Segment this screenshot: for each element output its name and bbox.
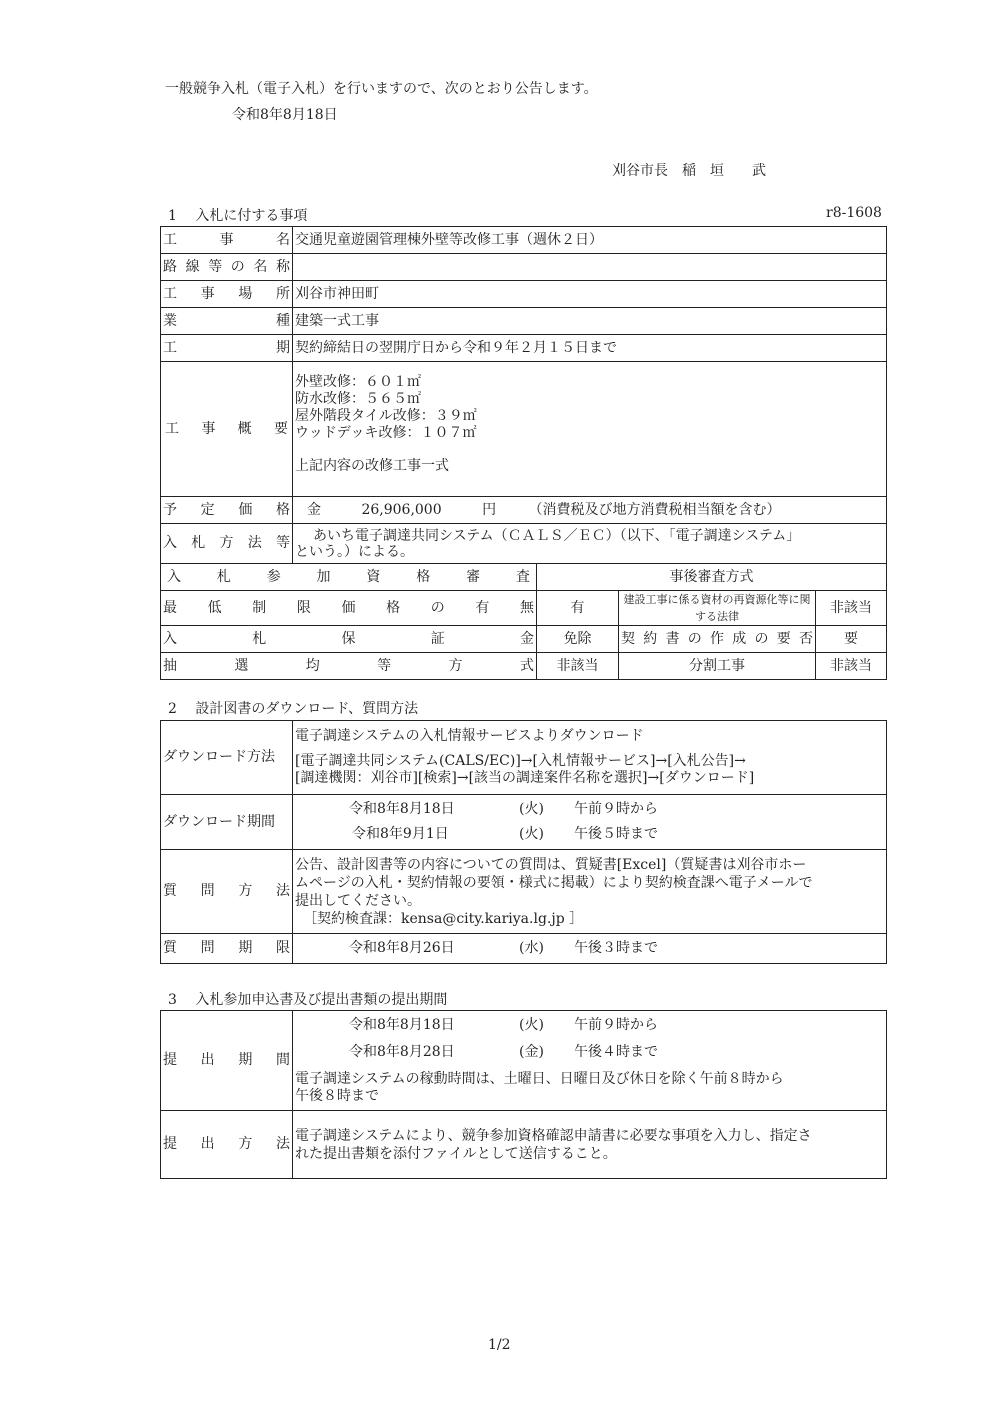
gaiyo-line: 防水改修：５６５㎡ [295,391,421,407]
label-koji-basho: 工 事 場 所 [161,281,293,308]
label-nyusatsu-houhou: 入 札 方 法 等 [161,524,293,564]
section2-table [160,720,887,964]
section3-heading: 3 入札参加申込書及び提出書類の提出期間 [168,992,448,1008]
value-teishutsu-kikan: 令和8年8月18日 (火) 午前９時から 令和8年8月28日 (金) 午後４時まで 電子調達システムの稼動時間は、土曜日、日曜日及び休日を除く午前８時から 午後８時まで [293,1011,887,1111]
label-shikaku-shinsa: 入 札 参 加 資 格 審 査 [161,564,537,591]
label-saitei-seigen: 最 低 制 限 価 格 の 有 無 [161,591,537,626]
gaiyo-line: 外壁改修：６０１㎡ [295,374,421,390]
gaiyo-footer: 上記内容の改修工事一式 [295,458,449,474]
value-q-method: 公告、設計図書等の内容についての質問は、質疑書[Excel]（質疑書は刈谷市ホー ムページの入札・契約情報の要領・様式に掲載）により契約検査課へ電子メールで 提出してください。 ［契約検査課：kensa@city.kariya.lg.jp ］ [293,850,887,934]
value-q-limit: 令和8年8月26日 (水) 午後３時まで [293,934,887,964]
value-rosen [293,254,887,281]
gaiyo-line: 屋外階段タイル改修：３９㎡ [295,408,477,424]
value-dl-method: 電子調達システムの入札情報サービスよりダウンロード [電子調達共同システム(CALS/EC)]→[入札情報サービス]→[入札公告]→ [調達機関：刈谷市][検索]→[該当の調達案件名称を選択]→[ダウンロード] [293,721,887,795]
value-bunkatsu: 非該当 [816,653,887,680]
label-bunkatsu: 分割工事 [619,653,816,680]
intro-text: 一般競争入札（電子入札）を行いますので、次のとおり公告します。 [165,81,598,97]
value-koji-mei: 交通児童遊園管理棟外壁等改修工事（週休２日） [293,227,887,254]
value-kouki: 契約締結日の翌開庁日から令和９年２月１５日まで [293,335,887,362]
value-koji-gaiyo [293,362,887,497]
label-rosen: 路 線 等 の 名 称 [161,254,293,281]
signer: 刈谷市長 稲 垣 武 [612,163,766,179]
value-saitei-seigen: 有 [537,591,619,626]
label-q-limit: 質 問 期 限 [161,934,293,964]
reference-number: r8-1608 [826,205,882,221]
value-nyusatsu-houhou: あいち電子調達共同システム（ＣＡＬＳ／ＥＣ）（以下、「電子調達システム」 という。）による。 [293,524,887,564]
announcement-date: 令和8年8月18日 [232,107,338,123]
section2-heading: 2 設計図書のダウンロード、質問方法 [168,701,419,717]
value-hosho-kin: 免除 [537,626,619,653]
label-chusen: 抽 選 均 等 方 式 [161,653,537,680]
section1-heading: 1 入札に付する事項 [168,208,308,224]
gaiyo-line: ウッドデッキ改修：１０７㎡ [295,425,477,441]
label-gyoshu: 業 種 [161,308,293,335]
label-teishutsu-kikan: 提 出 期 間 [161,1011,293,1111]
value-shikaku-shinsa: 事後審査方式 [537,564,887,591]
label-teishutsu-houhou: 提 出 方 法 [161,1111,293,1179]
value-shigen-hou: 非該当 [816,591,887,626]
value-teishutsu-houhou: 電子調達システムにより、競争参加資格確認申請書に必要な事項を入力し、指定さ れた提出書類を添付ファイルとして送信すること。 [293,1111,887,1179]
value-gyoshu: 建築一式工事 [293,308,887,335]
label-dl-period: ダウンロード期間 [161,795,293,850]
yotei-amount: 26,906,000 [361,501,442,518]
label-shigen-hou: 建設工事に係る資材の再資源化等に関する法律 [619,591,816,626]
section1-table [160,226,887,680]
label-hosho-kin: 入 札 保 証 金 [161,626,537,653]
label-dl-method: ダウンロード方法 [161,721,293,795]
value-dl-period: 令和8年8月18日 (火) 午前９時から 令和8年9月1日 (火) 午後５時まで [293,795,887,850]
label-koji-gaiyo: 工 事 概 要 [161,362,293,497]
label-kouki: 工 期 [161,335,293,362]
value-chusen: 非該当 [537,653,619,680]
page-number: 1/2 [488,1337,511,1353]
label-yotei-kakaku: 予 定 価 格 [161,497,293,524]
label-koji-mei: 工 事 名 [161,227,293,254]
value-koji-basho: 刈谷市神田町 [293,281,887,308]
label-q-method: 質 問 方 法 [161,850,293,934]
value-yotei-kakaku: 金 26,906,000 円 （消費税及び地方消費税相当額を含む） [293,497,887,524]
value-keiyakusho: 要 [816,626,887,653]
contact-email: ［契約検査課：kensa@city.kariya.lg.jp ］ [303,910,584,927]
section3-table [160,1010,887,1179]
label-keiyakusho: 契 約 書 の 作 成 の 要 否 [619,626,816,653]
